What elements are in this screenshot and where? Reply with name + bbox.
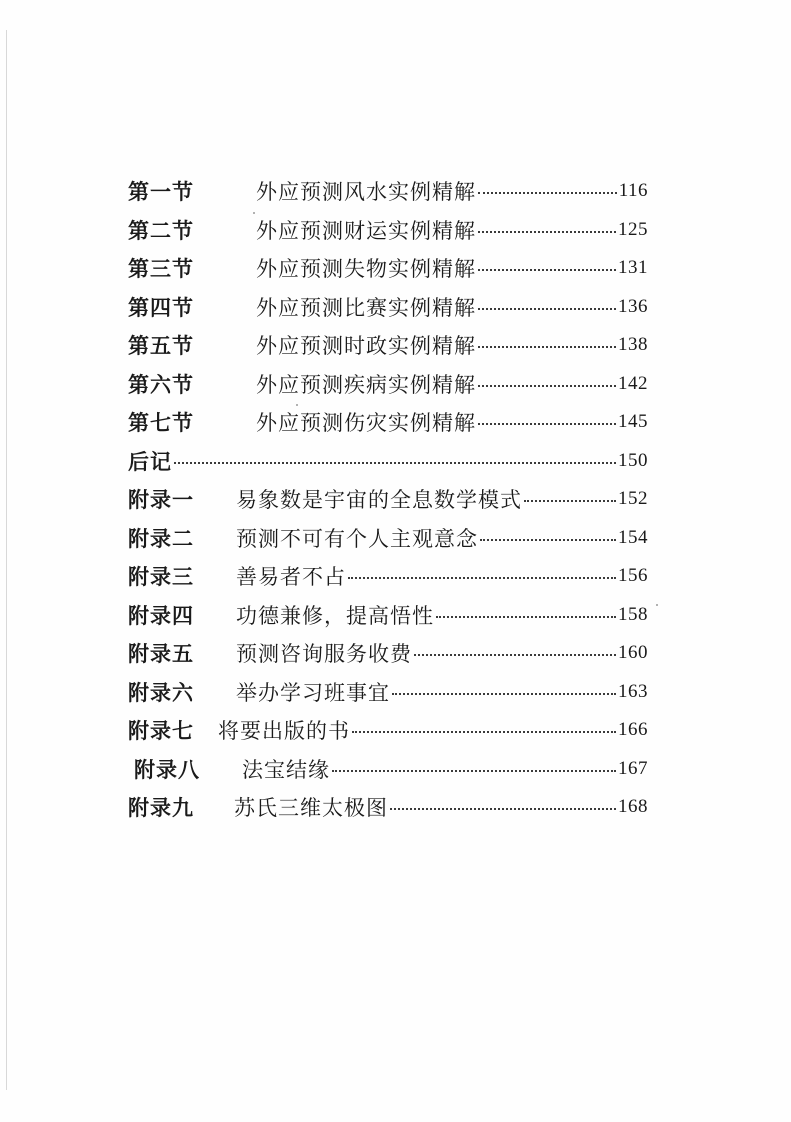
toc-entry[interactable] — [128, 365, 648, 404]
toc-dot-leader — [414, 654, 616, 656]
toc-dot-leader — [478, 346, 616, 348]
toc-entry-label: 第五节 — [128, 333, 194, 359]
toc-entry-label: 第一节 — [128, 179, 194, 205]
toc-page-number: 142 — [618, 372, 648, 394]
toc-entry-label: 第七节 — [128, 410, 194, 436]
toc-page-number: 154 — [618, 526, 648, 548]
toc-entry-appendix[interactable] — [128, 480, 648, 519]
toc-entry[interactable] — [128, 288, 648, 327]
toc-dot-leader — [478, 269, 616, 271]
toc-entry-label: 附录六 — [128, 679, 194, 705]
toc-dot-leader — [392, 693, 616, 695]
toc-entry-title: 外应预测财运实例精解 — [256, 218, 476, 243]
toc-entry-title: 外应预测时政实例精解 — [256, 334, 476, 359]
toc-page-number: 158 — [618, 603, 648, 625]
toc-entry-title: 苏氏三维太极图 — [234, 796, 388, 821]
toc-entry-label: 第二节 — [128, 217, 194, 243]
scan-speck — [656, 604, 658, 606]
toc-entry-title: 外应预测失物实例精解 — [256, 257, 476, 282]
toc-dot-leader — [352, 731, 616, 733]
toc-entry-title: 外应预测疾病实例精解 — [256, 372, 476, 397]
toc-entry-appendix[interactable] — [128, 711, 648, 750]
toc-entry-label: 附录三 — [128, 564, 194, 590]
toc-entry-title: 外应预测伤灾实例精解 — [256, 411, 476, 436]
toc-entry[interactable] — [128, 249, 648, 288]
toc-entry-label: 附录九 — [128, 795, 194, 821]
toc-page-number: 138 — [618, 334, 648, 356]
toc-dot-leader — [478, 385, 616, 387]
toc-entry[interactable] — [128, 326, 648, 365]
toc-dot-leader — [478, 192, 617, 194]
toc-entry-title: 预测咨询服务收费 — [236, 642, 412, 667]
toc-page-number: 116 — [618, 180, 648, 202]
table-of-contents — [128, 172, 648, 827]
toc-entry-label: 第四节 — [128, 294, 194, 320]
toc-entry-label: 附录一 — [128, 487, 194, 513]
toc-entry-appendix[interactable] — [128, 557, 648, 596]
toc-page-number: 150 — [618, 449, 648, 471]
toc-entry-appendix[interactable] — [128, 750, 648, 789]
toc-entry-appendix[interactable] — [128, 519, 648, 558]
toc-entry-label: 附录四 — [128, 602, 194, 628]
toc-entry-label: 附录七 — [128, 718, 194, 744]
toc-page-number: 131 — [618, 257, 648, 279]
toc-entry-title: 易象数是宇宙的全息数学模式 — [236, 488, 522, 513]
toc-entry-label: 第六节 — [128, 371, 194, 397]
toc-entry-label: 附录八 — [134, 756, 200, 782]
toc-entry-appendix[interactable] — [128, 788, 648, 827]
toc-dot-leader — [480, 539, 616, 541]
toc-entry-title: 外应预测风水实例精解 — [256, 180, 476, 205]
toc-dot-leader — [524, 500, 616, 502]
toc-entry-title: 外应预测比赛实例精解 — [256, 295, 476, 320]
toc-entry[interactable] — [128, 211, 648, 250]
toc-page-number: 152 — [618, 488, 648, 510]
toc-dot-leader — [436, 616, 616, 618]
toc-dot-leader — [332, 770, 616, 772]
toc-entry-appendix[interactable] — [128, 673, 648, 712]
toc-page-number: 156 — [618, 565, 648, 587]
toc-dot-leader — [478, 308, 616, 310]
toc-dot-leader — [478, 423, 616, 425]
toc-entry-appendix[interactable] — [128, 596, 648, 635]
toc-page-number: 166 — [618, 719, 648, 741]
toc-page-number: 125 — [618, 218, 648, 240]
toc-entry[interactable] — [128, 403, 648, 442]
toc-entry-label: 第三节 — [128, 256, 194, 282]
toc-entry-appendix[interactable] — [128, 634, 648, 673]
toc-entry-title: 法宝结缘 — [242, 757, 330, 782]
toc-page-number: 163 — [618, 680, 648, 702]
toc-entry-title: 功德兼修，提高悟性 — [236, 603, 434, 628]
toc-page-number: 168 — [618, 796, 648, 818]
toc-entry-title: 将要出版的书 — [218, 719, 350, 744]
toc-entry[interactable] — [128, 172, 648, 211]
toc-page-number: 136 — [618, 295, 648, 317]
toc-dot-leader — [348, 577, 616, 579]
toc-dot-leader — [478, 231, 616, 233]
toc-entry-label: 附录二 — [128, 525, 194, 551]
toc-page-number: 167 — [618, 757, 648, 779]
toc-entry-title: 举办学习班事宜 — [236, 680, 390, 705]
toc-entry-afterword[interactable] — [128, 442, 648, 481]
toc-dot-leader — [390, 808, 616, 810]
toc-entry-label: 后记 — [128, 448, 172, 474]
page-edge-line — [6, 30, 7, 1090]
toc-entry-title: 善易者不占 — [236, 565, 346, 590]
toc-dot-leader — [174, 462, 616, 464]
toc-entry-label: 附录五 — [128, 641, 194, 667]
toc-page-number: 145 — [618, 411, 648, 433]
toc-entry-title: 预测不可有个人主观意念 — [236, 526, 478, 551]
toc-page-number: 160 — [618, 642, 648, 664]
